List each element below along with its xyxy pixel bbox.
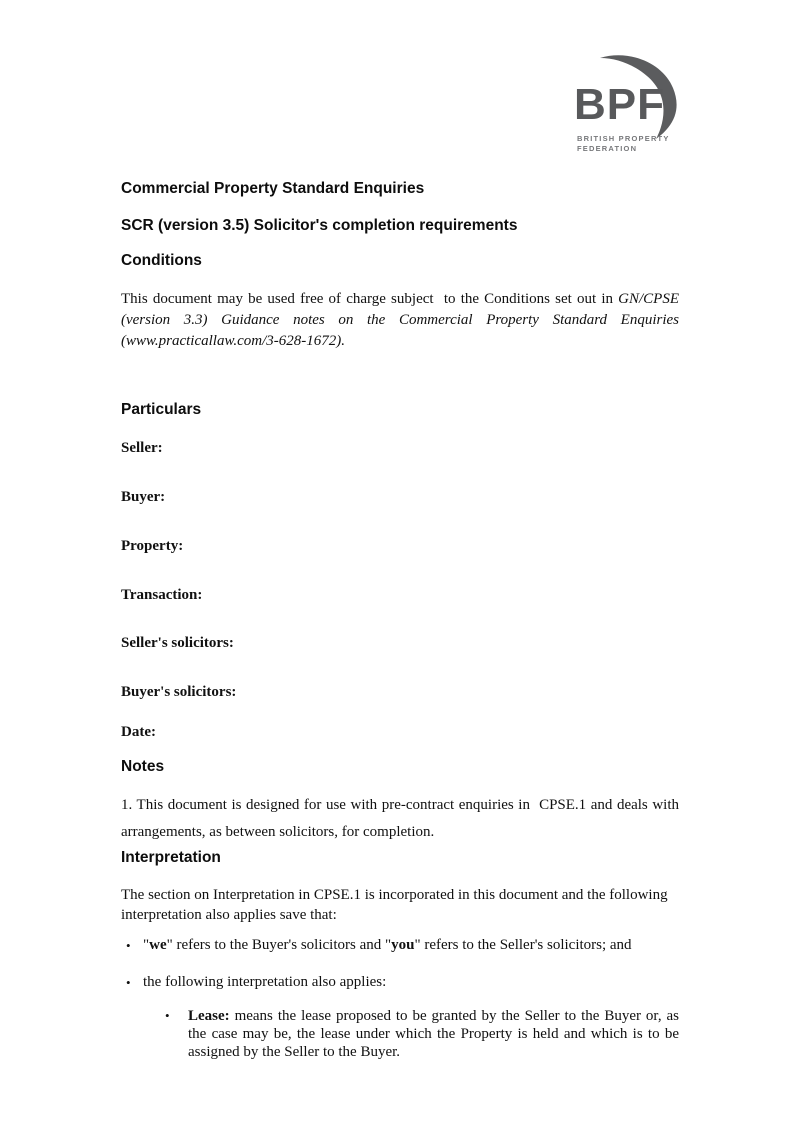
list-item-text: the following interpretation also applies: [143, 974, 387, 990]
list-item-text: "we" refers to the Buyer's solicitors and "you" refers to the Seller's solicitors; and [143, 937, 632, 953]
list-item-lease-definition [163, 1007, 683, 1061]
document-title: Commercial Property Standard Enquiries [121, 180, 425, 197]
list-item-text: Lease: means the lease proposed to be granted by the Seller to the Buyer or, as the case may be, the lease under which the Property is held and which is to be assigned by the Seller to the Buyer. [188, 1008, 683, 1060]
particulars-heading: Particulars [121, 401, 202, 418]
bpf-logo-org-name [577, 134, 670, 153]
bpf-logo [573, 50, 685, 158]
field-label-buyer: Buyer: [121, 489, 166, 505]
conditions-heading: Conditions [121, 252, 202, 269]
interpretation-intro: The section on Interpretation in CPSE.1 is incorporated in this document and the following interpretation also applies save that: [121, 887, 672, 923]
list-item-following-interpretation [121, 973, 679, 992]
bullet-icon: • [165, 1008, 170, 1023]
bpf-logo-text: BPF [574, 80, 665, 129]
document-subtitle: SCR (version 3.5) Solicitor's completion requirements [121, 217, 518, 234]
notes-paragraph: 1. This document is designed for use with pre-contract enquiries in CPSE.1 and deals with arrangements, as between solicitors, for completion. [121, 797, 683, 840]
bullet-icon: • [126, 975, 131, 990]
bpf-logo-org-line2: FEDERATION [577, 143, 638, 153]
field-label-transaction: Transaction: [121, 587, 203, 603]
interpretation-heading: Interpretation [121, 849, 221, 866]
notes-heading: Notes [121, 758, 165, 775]
conditions-paragraph: This document may be used free of charge subject to the Conditions set out in GN/CPSE (version 3.3) Guidance notes on the Commercial Property Standard Enquiries (www.practicallaw.com/3-628-1672). [121, 291, 683, 349]
list-item-we-you [121, 936, 679, 955]
field-label-seller: Seller: [121, 440, 163, 456]
field-label-date: Date: [121, 724, 156, 740]
bpf-logo-org-line1: BRITISH PROPERTY [577, 134, 670, 143]
field-label-buyers-solicitors: Buyer's solicitors: [121, 684, 237, 700]
field-label-property: Property: [121, 538, 184, 554]
field-label-sellers-solicitors: Seller's solicitors: [121, 635, 234, 651]
bullet-icon: • [126, 938, 131, 953]
